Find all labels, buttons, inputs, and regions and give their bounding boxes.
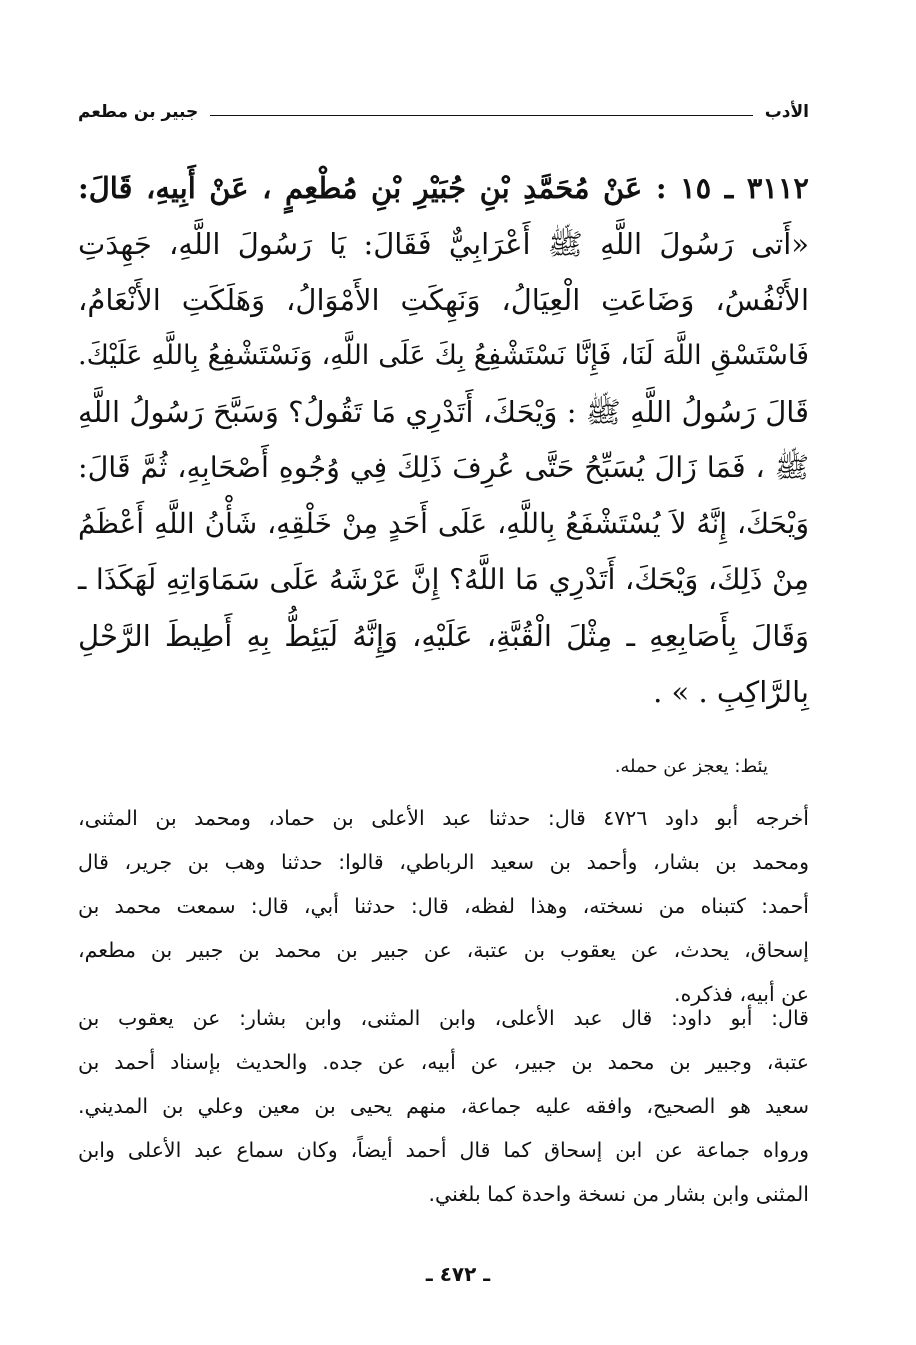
commentary-line: عتبة، وجبير بن محمد بن جبير، عن أبيه، عن جده. والحديث بإسناد أحمد بن: [78, 1050, 809, 1074]
commentary-paragraph-2: [78, 996, 809, 1216]
commentary-line: سعيد هو الصحيح، وافقه عليه جماعة، منهم يحيى بن معين وعلي بن المديني.: [78, 1094, 809, 1118]
hadith-line: ﷺ ، فَمَا زَالَ يُسَبِّحُ حَتَّى عُرِفَ ذَلِكَ فِي وُجُوهِ أَصْحَابِهِ، ثُمَّ قَالَ:: [78, 451, 809, 484]
commentary-line: إسحاق، يحدث، عن يعقوب بن عتبة، عن جبير بن محمد بن جبير بن مطعم،: [78, 938, 809, 962]
hadith-number: ٣١١٢ ـ ١٥ :: [655, 171, 809, 205]
hadith-text: [78, 160, 809, 720]
running-header: [78, 96, 809, 128]
commentary-line: أحمد: كتبناه من نسخته، وهذا لفظه، قال: حدثنا أبي، قال: سمعت محمد بن: [78, 894, 809, 918]
book-title: الأدب: [764, 102, 809, 122]
hadith-line: مِنْ ذَلِكَ، وَيْحَكَ، أَتَدْرِي مَا اللَّهُ؟ إِنَّ عَرْشَهُ عَلَى سَمَاوَاتِهِ لَهَكَذَا ـ: [78, 563, 809, 596]
hadith-line: الأَنْفُسُ، وَضَاعَتِ الْعِيَالُ، وَنَهِكَتِ الأَمْوَالُ، وَهَلَكَتِ الأَنْعَامُ،: [78, 283, 809, 317]
commentary-line: ومحمد بن بشار، وأحمد بن سعيد الرباطي، قالوا: حدثنا وهب بن جرير، قال: [78, 850, 809, 874]
chapter-title: جبير بن مطعم: [78, 102, 199, 122]
commentary-line: عن أبيه، فذكره.: [674, 982, 809, 1006]
hadith-line: وَقَالَ بِأَصَابِعِهِ ـ مِثْلَ الْقُبَّةِ، عَلَيْهِ، وَإِنَّهُ لَيَئِطُّ بِهِ أَطِيطَ الرَّحْلِ: [78, 619, 809, 653]
hadith-line: وَيْحَكَ، إِنَّهُ لاَ يُسْتَشْفَعُ بِاللَّهِ، عَلَى أَحَدٍ مِنْ خَلْقِهِ، شَأْنُ اللَّهِ أَعْظَمُ: [78, 507, 809, 540]
commentary-line: المثنى وابن بشار من نسخة واحدة كما بلغني.: [428, 1182, 809, 1206]
commentary-line: ورواه جماعة عن ابن إسحاق كما قال أحمد أيضاً، وكان سماع عبد الأعلى وابن: [78, 1138, 809, 1162]
commentary-paragraph-1: [78, 796, 809, 1016]
header-rule: [210, 115, 752, 116]
commentary-line: أخرجه أبو داود ٤٧٢٦ قال: حدثنا عبد الأعلى بن حماد، ومحمد بن المثنى،: [78, 806, 809, 830]
hadith-chain: عَنْ مُحَمَّدِ بْنِ جُبَيْرِ بْنِ مُطْعِمٍ ، عَنْ أَبِيهِ، قَالَ:: [78, 171, 643, 205]
page-number: ـ ٤٧٢ ـ: [425, 1262, 491, 1286]
hadith-line: بِالرَّاكِبِ . » .: [653, 675, 809, 709]
hadith-line: «أَتى رَسُولَ اللَّهِ ﷺ أَعْرَابِيٌّ فَقَالَ: يَا رَسُولَ اللَّهِ، جَهِدَتِ: [78, 227, 809, 261]
glossary-note: يئط: يعجز عن حمله.: [614, 756, 768, 777]
hadith-line: قَالَ رَسُولُ اللَّهِ ﷺ : وَيْحَكَ، أَتَدْرِي مَا تَقُولُ؟ وَسَبَّحَ رَسُولُ اللَّهِ: [78, 395, 809, 429]
hadith-line: فَاسْتَسْقِ اللَّهَ لَنَا، فَإِنَّا نَسْتَشْفِعُ بِكَ عَلَى اللَّهِ، وَنَسْتَشْفِعُ بِاللَّهِ عَلَيْكَ.: [78, 340, 809, 371]
commentary-line: قال: أبو داود: قال عبد الأعلى، وابن المثنى، وابن بشار: عن يعقوب بن: [78, 1006, 809, 1030]
hadith-heading: [78, 160, 809, 216]
